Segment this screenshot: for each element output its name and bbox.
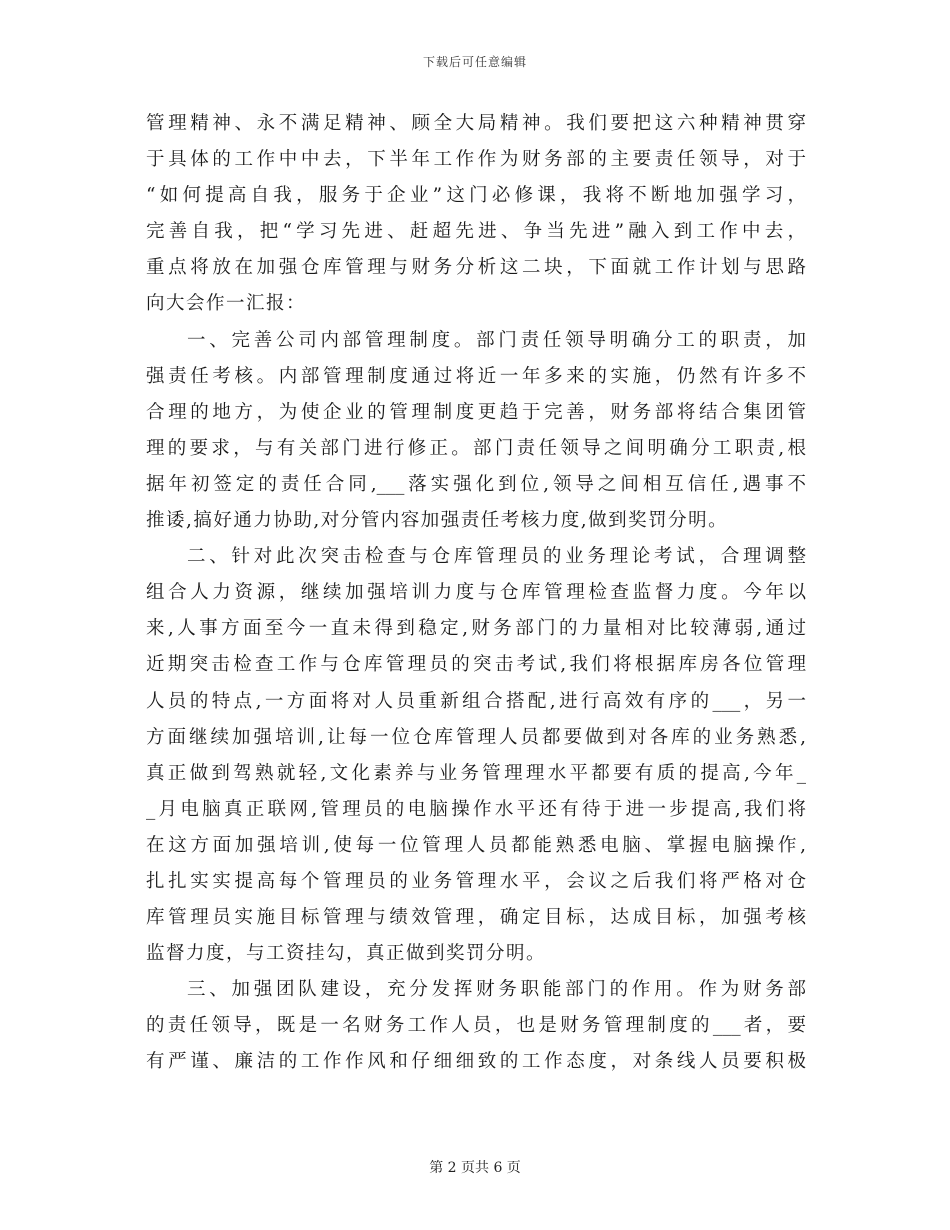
paragraph-first-line: 三、加强团队建设，充分发挥财务职能部门的作用。作为财务部: [187, 979, 806, 1001]
text-line: “如何提高自我，服务于企业”这门必修课，我将不断地加强学习，: [146, 185, 806, 207]
text-line: 真正做到驾熟就轻,文化素养与业务管理理水平都要有质的提高,今年_: [146, 762, 806, 784]
paragraph-first-line: 一、完善公司内部管理制度。部门责任领导明确分工的职责，加: [187, 329, 806, 351]
page-header: 下载后可任意编辑: [422, 55, 527, 69]
text-line: 管理精神、永不满足精神、顾全大局精神。我们要把这六种精神贯穿: [146, 113, 806, 134]
text-line: 来,人事方面至今一直未得到稳定,财务部门的力量相对比较薄弱,通过: [146, 618, 806, 640]
body-text: [146, 106, 806, 1081]
text-line: 合理的地方，为使企业的管理制度更趋于完善，财务部将结合集团管: [146, 401, 806, 423]
text-line: 推诿,搞好通力协助,对分管内容加强责任考核力度,做到奖罚分明。: [146, 510, 729, 532]
text-line: 理的要求，与有关部门进行修正。部门责任领导之间明确分工职责,根: [146, 437, 806, 459]
text-line: _月电脑真正联网,管理员的电脑操作水平还有待于进一步提高,我们将: [146, 798, 806, 820]
text-line: 人员的特点,一方面将对人员重新组合搭配,进行高效有序的___，另一: [146, 690, 806, 712]
text-line: 有严谨、廉洁的工作作风和仔细细致的工作态度，对条线人员要积极: [146, 1051, 806, 1073]
text-line: 近期突击检查工作与仓库管理员的突击考试,我们将根据库房各位管理: [146, 654, 806, 676]
text-line: 的责任领导，既是一名财务工作人员，也是财务管理制度的___者，要: [146, 1015, 806, 1037]
text-line: 向大会作一汇报：: [146, 293, 307, 315]
text-line: 扎扎实实提高每个管理员的业务管理水平，会议之后我们将严格对仓: [146, 870, 806, 892]
text-line: 方面继续加强培训,让每一位仓库管理人员都要做到对各库的业务熟悉,: [146, 726, 806, 748]
page-number: 第 2 页共 6 页: [429, 1160, 521, 1176]
text-line: 强责任考核。内部管理制度通过将近一年多来的实施，仍然有许多不: [146, 365, 806, 387]
text-line: 库管理员实施目标管理与绩效管理，确定目标，达成目标，加强考核: [146, 907, 806, 929]
paragraph-first-line: 二、针对此次突击检查与仓库管理员的业务理论考试，合理调整: [187, 546, 806, 568]
text-line: 在这方面加强培训,使每一位管理人员都能熟悉电脑、掌握电脑操作,: [146, 834, 806, 856]
text-line: 监督力度，与工资挂勾，真正做到奖罚分明。: [146, 943, 547, 965]
text-line: 重点将放在加强仓库管理与财务分析这二块，下面就工作计划与思路: [146, 257, 806, 279]
text-line: 组合人力资源，继续加强培训力度与仓库管理检查监督力度。今年以: [146, 582, 806, 604]
text-line: 于具体的工作中中去，下半年工作作为财务部的主要责任领导，对于: [146, 149, 806, 171]
text-line: 据年初签定的责任合同,___落实强化到位,领导之间相互信任,遇事不: [146, 473, 806, 495]
text-line: 完善自我，把“学习先进、赶超先进、争当先进”融入到工作中去，: [146, 221, 806, 243]
